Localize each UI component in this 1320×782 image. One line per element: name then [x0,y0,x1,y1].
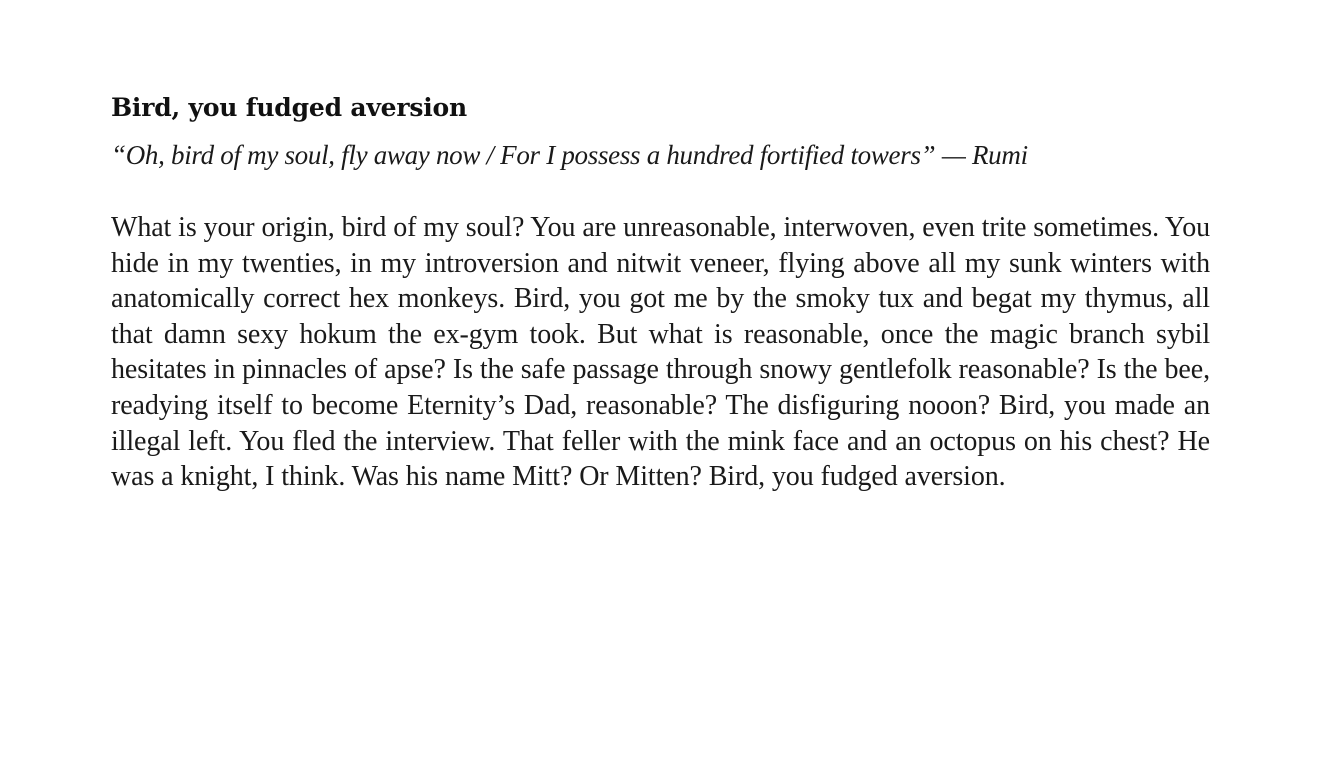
poem-title: Bird, you fudged aversion [111,93,467,122]
poem-epigraph: “Oh, bird of my soul, fly away now / For I possess a hundred fortified towers” — Rumi [111,140,1028,170]
poem-page [111,88,1210,495]
poem-body: What is your origin, bird of my soul? You are unreasonable, interwoven, even trite sometimes. You hide in my twenties, in my introversion and nitwit veneer, flying above all my sunk winters with anatomically correct hex monkeys. Bird, you got me by the smoky tux and begat my thymus, all that damn sexy hokum the ex-gym took. But what is reasonable, once the magic branch sybil hesitates in pinnacles of apse? Is the safe passage through snowy gentlefolk reasonable? Is the bee, readying itself to become Eternity’s Dad, reasonable? The disfiguring nooon? Bird, you made an illegal left. You fled the interview. That feller with the mink face and an octopus on his chest? He was a knight, I think. Was his name Mitt? Or Mitten? Bird, you fudged aversion. [111,212,1210,493]
